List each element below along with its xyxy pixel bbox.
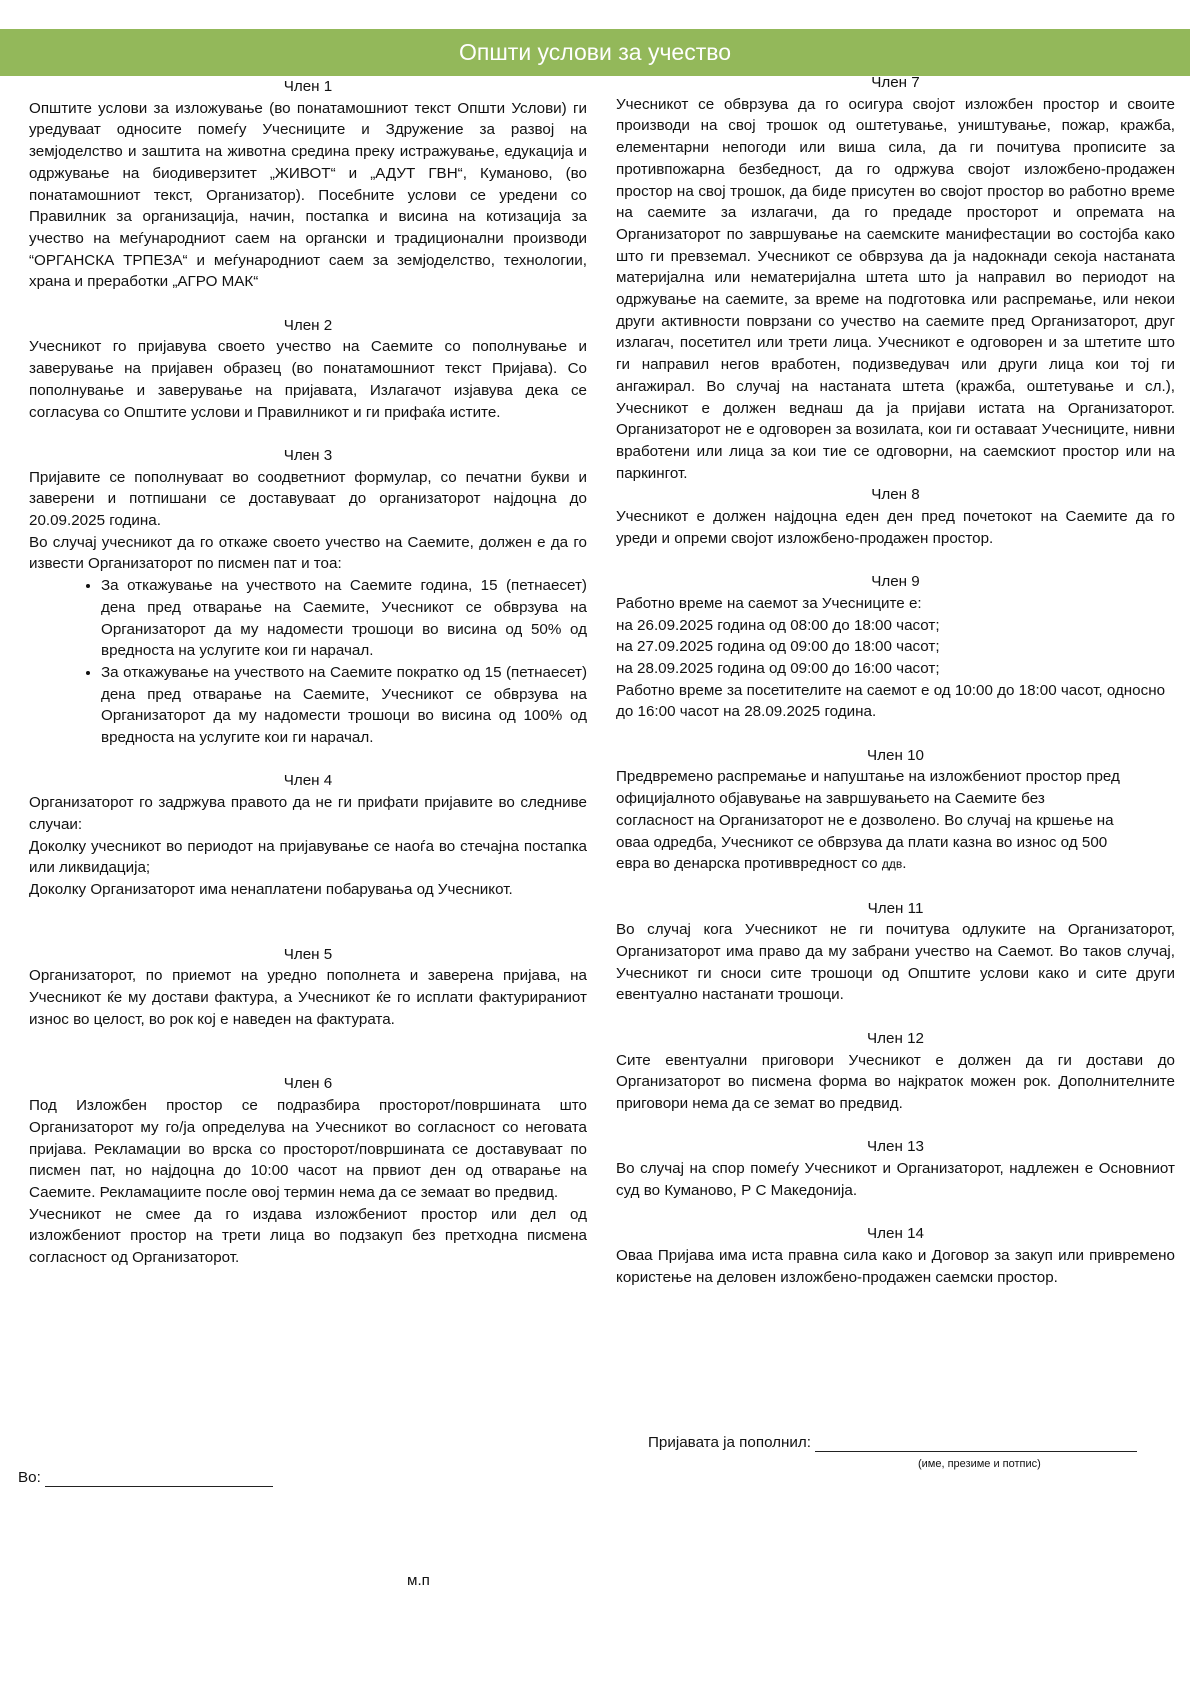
filled-by-signature bbox=[648, 1434, 1137, 1452]
article-14 bbox=[616, 1223, 1175, 1288]
article-heading: Член 11 bbox=[867, 899, 924, 917]
article-13 bbox=[616, 1136, 1175, 1201]
article-text: Сите евентуални приговори Учесникот е должен да ги достави до Организаторот во писмена форма во најкраток можен рок. Дополнителните приговори нема да се земат во предвид. bbox=[616, 1051, 1175, 1112]
article-heading: Член 14 bbox=[867, 1225, 924, 1243]
article-11 bbox=[616, 898, 1175, 1007]
article-heading: Член 8 bbox=[871, 486, 920, 504]
article-heading: Член 9 bbox=[871, 573, 920, 591]
article-heading: Член 7 bbox=[871, 74, 920, 91]
article-1 bbox=[29, 76, 587, 293]
article-text: Доколку учесникот во периодот на пријавување се наоѓа во стечајна постапка или ликвидација; bbox=[29, 837, 587, 877]
article-text: Оваа Пријава има иста правна сила како и Договор за закуп или привремено користење на деловен изложбено-продажен саемски простор. bbox=[616, 1246, 1175, 1286]
article-text: на 26.09.2025 година од 08:00 до 18:00 часот; bbox=[616, 616, 940, 634]
article-5 bbox=[29, 944, 587, 1031]
article-text: оваа одредба, Учесникот се обврзува да плати казна во износ од 500 bbox=[616, 833, 1108, 851]
article-2 bbox=[29, 315, 587, 424]
article-text: Под Изложбен простор се подразбира просторот/површината што Организаторот му го/ја определува на Учесникот во согласност со неговата пријава. Рекламации во врска со просторот/површината се доставуваат по писмен пат, но најдоцна до 10:00 часот на првиот ден од отварање на Саемите. Рекламациите после овој термин нема да се земаат во предвид. bbox=[29, 1097, 587, 1201]
article-12 bbox=[616, 1028, 1175, 1115]
left-column bbox=[29, 76, 587, 1269]
article-9 bbox=[616, 571, 1175, 723]
article-text-part: . bbox=[902, 855, 907, 873]
article-text: Учесникот е должен најдоцна еден ден пред почетокот на Саемите да го уреди и опреми својот изложбено-продажен простор. bbox=[616, 508, 1175, 547]
article-text: Работно време за посетителите на саемот е од 10:00 до 18:00 часот, односно до 16:00 часот на 28.09.2025 година. bbox=[616, 681, 1166, 721]
filled-by-hint: (име, презиме и потпис) bbox=[918, 1458, 1041, 1470]
article-text: Организаторот го задржува правото да не ги прифати пријавите во следниве случаи: bbox=[29, 794, 587, 833]
article-heading: Член 1 bbox=[283, 78, 333, 95]
article-heading: Член 6 bbox=[283, 1075, 333, 1093]
article-text: на 28.09.2025 година од 09:00 до 16:00 часот; bbox=[616, 659, 940, 677]
article-text: на 27.09.2025 година од 09:00 до 18:00 часот; bbox=[616, 638, 940, 656]
page-title: Општи услови за учество bbox=[458, 39, 732, 65]
filled-by-line[interactable] bbox=[815, 1434, 1137, 1452]
article-text: Организаторот, по приемот на уредно пополнета и заверена пријава, на Учесникот ќе му достави фактура, а Учесникот ќе го исплати фактурираниот износ во целост, во рок кој е наведен на фактурата. bbox=[29, 967, 587, 1028]
place-signature bbox=[18, 1469, 273, 1487]
list-item: • За откажување на учеството на Саемите пократко од 15 (петнаесет) дена пред отварање на Саемите, Учесникот се обврзува на Организаторот да му надомести трошоци во висина од 100% од вредноста на услугите кои ги нарачал. bbox=[101, 662, 587, 749]
cancellation-list bbox=[29, 575, 587, 749]
article-text: Во случај кога Учесникот не ги почитува одлуките на Организаторот, Организаторот има право да му забрани учество на Саемот. Во таков случај, Учесникот ги сноси сите трошоци од Општите услови како и сите други евентуално настанати трошоци. bbox=[616, 921, 1175, 1004]
vat-abbrev: ддв bbox=[881, 857, 903, 872]
article-text: Учесникот се обврзува да го осигура својот изложбен простор и своите производи на свој трошок од оштетување, уништување, пожар, кражба, елементарни непогоди или виша сила, да ги почитува прописите за противпожарна безбедност, да го одржува својот изложбено-продажен простор на свој трошок, да биде присутен во својот простор во работно време на саемите за излагачи, да го предаде просторот и опремата на Организаторот по завршување на саемските манифестации во состојба како што ги превземал. Учесникот се обврзува да ја надокнади секоја настаната материјална или нематеријална штета што ја направил во периодот на одржување на саемите, за време на подготовка или распремање, или некои други активности поврзани со учество на саемите пред Организаторот, друг излагач, посетител или трети лица. Учесникот е одговорен и за штетите што ги направил негов вработен, подизведувач или други лица кои тој ги ангажирал. Во случај на настаната штета (кражба, оштетување и сл.), Учесникот е должен веднаш да ја пријави истата на Организаторот. Организаторот не е одговорен за возилата, кои ги оставаат Учесниците, нивни вработени или лица за кои тие се одговорни, на саемскиот простор или на паркингот. bbox=[616, 95, 1175, 482]
list-item: • За откажување на учеството на Саемите година, 15 (петнаесет) дена пред отварање на Саемите, Учесникот се обврзува на Организаторот да му надомести трошоци во висина од 50% од вредноста на услугите кои ги нарачал. bbox=[101, 575, 587, 662]
filled-by-label: Пријавата ја пополнил: bbox=[648, 1434, 811, 1451]
article-text: Во случај на спор помеѓу Учесникот и Организаторот, надлежен е Основниот суд во Куманово, Р С Македонија. bbox=[616, 1160, 1175, 1199]
place-line[interactable] bbox=[45, 1469, 273, 1487]
article-text: Доколку Организаторот има ненаплатени побарувања од Учесникот. bbox=[29, 880, 513, 898]
article-3 bbox=[29, 445, 587, 749]
article-text: официјалното објавување на завршувањето на Саемите без bbox=[616, 790, 1045, 808]
article-6 bbox=[29, 1073, 587, 1268]
article-text: Работно време на саемот за Учесниците е: bbox=[616, 594, 922, 612]
article-text: Учесникот не смее да го издава изложбениот простор или дел од изложбениот простор на трети лица во подзакуп без претходна писмена согласност од Организаторот. bbox=[29, 1205, 587, 1267]
article-heading: Член 5 bbox=[283, 945, 333, 963]
right-column bbox=[616, 72, 1175, 1288]
article-text: Во случај учесникот да го откаже своето учество на Саемите, должен е да го извести Организаторот по писмен пат и тоа: bbox=[29, 533, 587, 573]
article-4 bbox=[29, 770, 587, 900]
article-10 bbox=[616, 745, 1175, 876]
article-heading: Член 12 bbox=[867, 1029, 924, 1047]
article-heading: Член 4 bbox=[283, 772, 333, 790]
article-heading: Член 10 bbox=[867, 746, 924, 764]
page-title-banner bbox=[0, 29, 1190, 76]
article-text-part: евра во денарска противвредност со bbox=[616, 855, 882, 873]
place-label: Во: bbox=[18, 1469, 41, 1486]
article-text: Пријавите се пополнуваат во соодветниот формулар, со печатни букви и заверени и потпишани се доставуваат до организаторот најдоцна до 20.09.2025 година. bbox=[29, 468, 587, 530]
stamp-label: м.п bbox=[407, 1572, 430, 1589]
article-text: Предвремено распремање и напуштање на изложбениот простор пред bbox=[616, 768, 1120, 786]
article-heading: Член 13 bbox=[867, 1138, 924, 1156]
article-heading: Член 2 bbox=[283, 316, 333, 334]
article-text bbox=[616, 853, 1175, 876]
article-heading: Член 3 bbox=[283, 446, 333, 464]
article-text: согласност на Организаторот не е дозволено. Во случај на кршење на bbox=[616, 811, 1114, 829]
article-text: Општите услови за изложување (во понатамошниот текст Општи Услови) ги уредуваат односите помеѓу Учесниците и Здружение за развој на земјоделство и заштита на животна средина преку истражување, едукација и одржување на биодиверзитет „ЖИВОТ“ и „АДУТ ГВН“, Куманово, (во понатамошниот текст, Организатор). Посебните услови се уредени со Правилник за организација, начин, постапка и висина на котизација за учество на меѓународниот саем на органски и традиционални производи “ОРГАНСКА ТРПЕЗА“ и меѓународниот саем за земјоделство, технологии, храна и преработки „АГРО МАК“ bbox=[29, 99, 587, 291]
article-7 bbox=[616, 72, 1175, 484]
article-text: Учесникот го пријавува своето учество на Саемите со пополнување и заверување на пријавен образец (во понатамошниот текст Пријава). Со пополнување и заверување на пријавата, Излагачот изјавува дека се согласува со Општите услови и Правилникот и ги прифаќа истите. bbox=[29, 338, 587, 421]
article-8 bbox=[616, 484, 1175, 549]
